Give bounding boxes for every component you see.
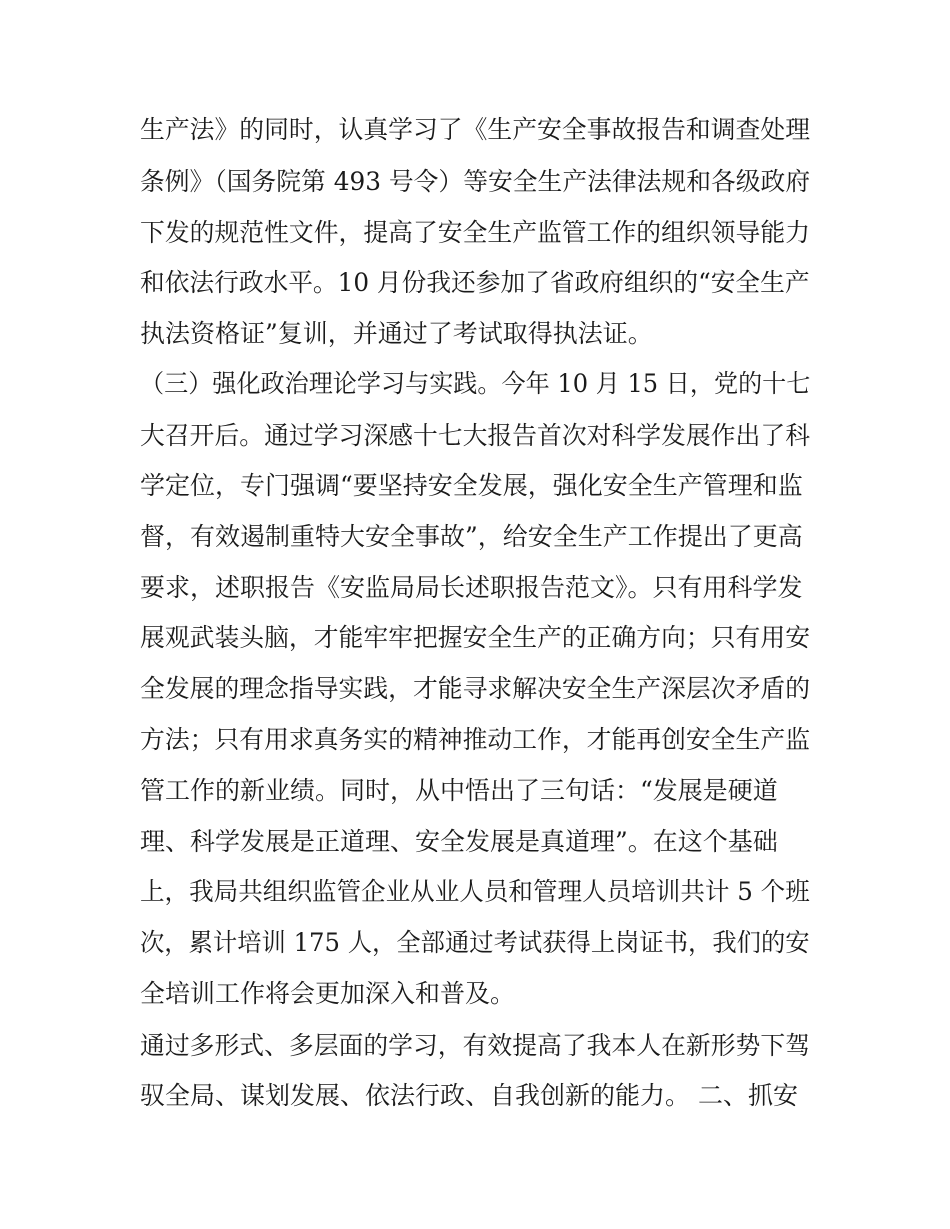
text-line-14: 管工作的新业绩。同时，从中悟出了三句话：“发展是硬道 [140,776,778,805]
text-line-4: 和依法行政水平。10 月份我还参加了省政府组织的“安全生产 [140,268,810,297]
text-line-15: 理、科学发展是正道理、安全发展是真道理”。在这个基础 [140,827,778,856]
text-line-1: 生产法》的同时，认真学习了《生产安全事故报告和调查处理 [140,115,811,144]
text-line-13: 方法；只有用求真务实的精神推动工作，才能再创安全生产监 [140,725,811,754]
text-line-16: 上，我局共组织监管企业从业人员和管理人员培训共计 5 个班 [140,877,810,906]
text-line-6: （三）强化政治理论学习与实践。今年 10 月 15 日，党的十七 [140,369,811,398]
text-line-3: 下发的规范性文件，提高了安全生产监管工作的组织领导能力 [140,218,811,247]
text-line-9: 督，有效遏制重特大安全事故”，给安全生产工作提出了更高 [140,522,803,551]
text-line-19: 通过多形式、多层面的学习，有效提高了我本人在新形势下驾 [140,1031,811,1060]
text-line-7: 大召开后。通过学习深感十七大报告首次对科学发展作出了科 [140,421,811,450]
text-line-12: 全发展的理念指导实践，才能寻求解决安全生产深层次矛盾的 [140,674,811,703]
text-line-2: 条例》（国务院第 493 号令）等安全生产法律法规和各级政府 [140,167,811,196]
text-line-18: 全培训工作将会更加深入和普及。 [140,979,516,1008]
text-line-20: 驭全局、谋划发展、依法行政、自我创新的能力。 二、抓安 [140,1081,798,1110]
text-line-17: 次，累计培训 175 人，全部通过考试获得上岗证书，我们的安 [140,928,810,957]
text-line-5: 执法资格证”复训，并通过了考试取得执法证。 [140,319,653,348]
text-line-10: 要求，述职报告《安监局局长述职报告范文》。只有用科学发 [140,573,803,602]
text-line-11: 展观武装头脑，才能牢牢把握安全生产的正确方向；只有用安 [140,623,811,652]
text-line-8: 学定位，专门强调“要坚持安全发展，强化安全生产管理和监 [140,471,803,500]
